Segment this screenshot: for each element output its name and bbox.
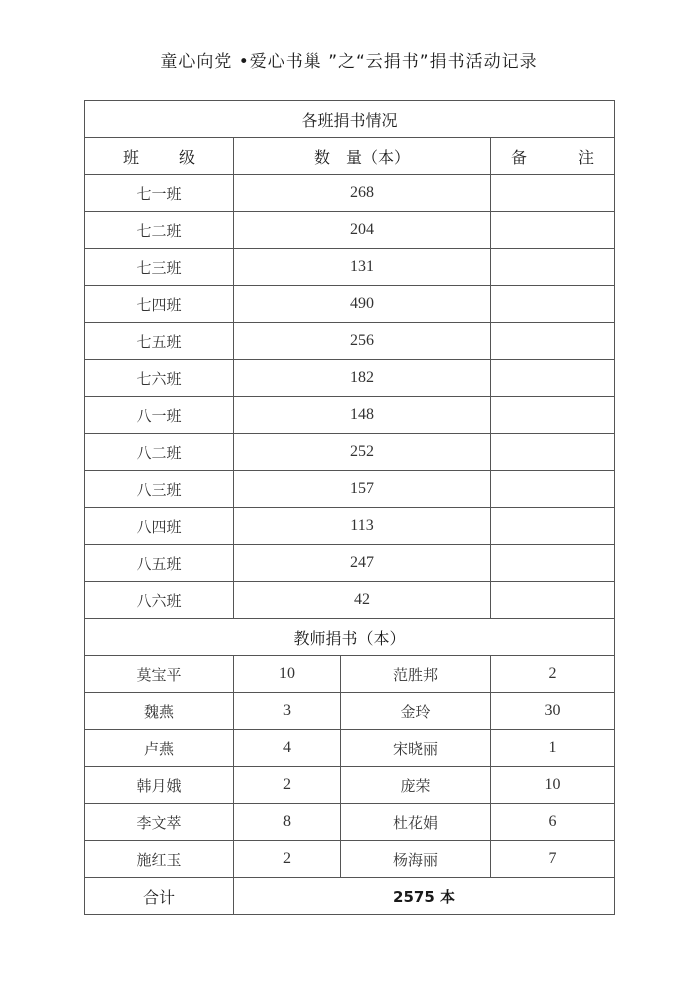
section-heading-row — [85, 101, 615, 138]
class-row — [85, 212, 615, 249]
class-count-cell: 42 — [234, 582, 491, 619]
class-name-cell: 八四班 — [85, 508, 234, 545]
teacher-section-heading: 教师捐书（本） — [85, 619, 615, 656]
teacher-row — [85, 693, 615, 730]
teacher-name-cell: 莫宝平 — [85, 656, 234, 693]
class-count-cell: 157 — [234, 471, 491, 508]
class-row — [85, 397, 615, 434]
document-title: 童心向党 •爱心书巢 ”之“云捐书”捐书活动记录 — [160, 52, 538, 72]
total-row — [85, 878, 615, 915]
teacher-name-cell: 李文萃 — [85, 804, 234, 841]
teacher-name-cell: 范胜邦 — [341, 656, 491, 693]
class-note-cell — [491, 582, 615, 619]
class-row — [85, 249, 615, 286]
teacher-name-cell: 杨海丽 — [341, 841, 491, 878]
teacher-count-cell: 4 — [234, 730, 341, 767]
class-name-cell: 七四班 — [85, 286, 234, 323]
teacher-count-cell: 30 — [491, 693, 615, 730]
teacher-count-cell: 8 — [234, 804, 341, 841]
teacher-count-cell: 2 — [234, 767, 341, 804]
class-count-cell: 182 — [234, 360, 491, 397]
class-row — [85, 323, 615, 360]
class-row — [85, 360, 615, 397]
teacher-count-cell: 2 — [234, 841, 341, 878]
teacher-count-cell: 10 — [491, 767, 615, 804]
teacher-name-cell: 韩月娥 — [85, 767, 234, 804]
class-name-cell: 八一班 — [85, 397, 234, 434]
teacher-name-cell: 庞荣 — [341, 767, 491, 804]
donation-table-body — [85, 101, 615, 915]
class-row — [85, 175, 615, 212]
class-note-cell — [491, 212, 615, 249]
class-count-cell: 204 — [234, 212, 491, 249]
class-note-cell — [491, 397, 615, 434]
column-header-note-char1: 备 — [511, 147, 528, 167]
teacher-name-cell: 卢燕 — [85, 730, 234, 767]
class-name-cell: 七一班 — [85, 175, 234, 212]
donation-table — [84, 100, 615, 915]
column-header-count: 数 量（本） — [234, 138, 491, 175]
class-count-cell: 252 — [234, 434, 491, 471]
class-note-cell — [491, 360, 615, 397]
class-note-cell — [491, 545, 615, 582]
teacher-name-cell: 杜花娟 — [341, 804, 491, 841]
class-row — [85, 434, 615, 471]
teacher-name-cell: 施红玉 — [85, 841, 234, 878]
class-section-heading: 各班捐书情况 — [85, 101, 615, 138]
class-note-cell — [491, 471, 615, 508]
total-label: 合计 — [85, 878, 234, 915]
class-name-cell: 八三班 — [85, 471, 234, 508]
total-value: 2575 本 — [234, 878, 615, 915]
class-count-cell: 148 — [234, 397, 491, 434]
column-header-row — [85, 138, 615, 175]
class-name-cell: 七二班 — [85, 212, 234, 249]
class-note-cell — [491, 508, 615, 545]
class-count-cell: 256 — [234, 323, 491, 360]
class-note-cell — [491, 175, 615, 212]
class-name-cell: 八五班 — [85, 545, 234, 582]
teacher-count-cell: 2 — [491, 656, 615, 693]
class-row — [85, 582, 615, 619]
class-row — [85, 508, 615, 545]
column-header-class-char2: 级 — [178, 147, 195, 167]
class-count-cell: 131 — [234, 249, 491, 286]
class-name-cell: 七六班 — [85, 360, 234, 397]
teacher-row — [85, 841, 615, 878]
teacher-count-cell: 7 — [491, 841, 615, 878]
teacher-row — [85, 656, 615, 693]
column-header-note-char2: 注 — [578, 147, 595, 167]
teacher-heading-row — [85, 619, 615, 656]
class-name-cell: 七三班 — [85, 249, 234, 286]
teacher-count-cell: 1 — [491, 730, 615, 767]
class-count-cell: 113 — [234, 508, 491, 545]
teacher-name-cell: 金玲 — [341, 693, 491, 730]
class-note-cell — [491, 434, 615, 471]
class-row — [85, 545, 615, 582]
teacher-count-cell: 6 — [491, 804, 615, 841]
teacher-row — [85, 730, 615, 767]
class-name-cell: 八二班 — [85, 434, 234, 471]
class-note-cell — [491, 323, 615, 360]
class-row — [85, 471, 615, 508]
class-name-cell: 七五班 — [85, 323, 234, 360]
class-note-cell — [491, 286, 615, 323]
teacher-count-cell: 10 — [234, 656, 341, 693]
teacher-row — [85, 767, 615, 804]
class-count-cell: 490 — [234, 286, 491, 323]
teacher-name-cell: 宋晓丽 — [341, 730, 491, 767]
column-header-class — [85, 138, 234, 175]
class-row — [85, 286, 615, 323]
class-name-cell: 八六班 — [85, 582, 234, 619]
class-count-cell: 268 — [234, 175, 491, 212]
teacher-row — [85, 804, 615, 841]
class-note-cell — [491, 249, 615, 286]
class-count-cell: 247 — [234, 545, 491, 582]
teacher-count-cell: 3 — [234, 693, 341, 730]
column-header-class-char1: 班 — [123, 147, 140, 167]
teacher-name-cell: 魏燕 — [85, 693, 234, 730]
column-header-note — [491, 138, 615, 175]
